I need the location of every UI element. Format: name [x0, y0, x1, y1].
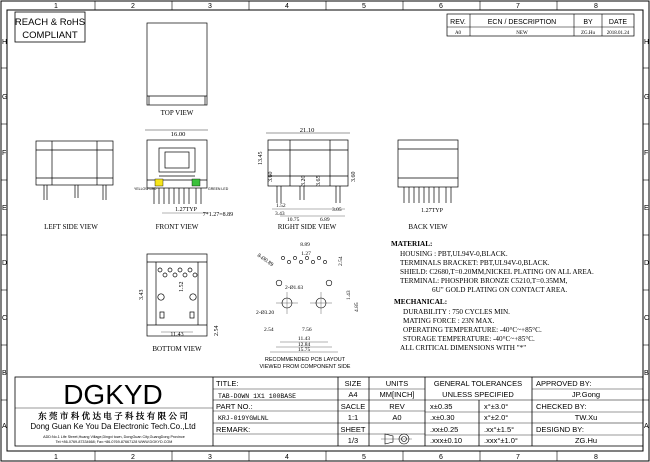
row-letter: G — [644, 94, 650, 101]
designed-value: ZG.Hu — [574, 436, 598, 445]
company-logo: DGKYD — [63, 379, 163, 410]
size-label: SIZE — [344, 379, 362, 388]
pcb-r2-dim: 4.85 — [354, 302, 360, 312]
green-led-label: GREEN LED — [208, 187, 229, 191]
scale-label: SACLE — [340, 402, 366, 411]
company-contact: Tel:+86-0769-87334668; Fax:+86-0769-87667128 WWW.DGKYD.COM — [55, 440, 173, 444]
tolerance-title2: UNLESS SPECIFIED — [442, 390, 514, 399]
col-number: 3 — [208, 3, 212, 10]
tolerance-angular: x°±2.0° — [484, 413, 509, 422]
col-number: 4 — [285, 3, 289, 10]
col-number: 5 — [362, 3, 366, 10]
yellow-led — [155, 179, 163, 186]
tolerance-linear: .x±0.30 — [430, 413, 455, 422]
checked-value: TW.Xu — [574, 413, 598, 422]
by-header: BY — [583, 19, 593, 26]
title-label: TITLE: — [216, 379, 239, 388]
tolerance-linear: x±0.35 — [430, 402, 453, 411]
pcb-b1-dim: 11.43 — [297, 336, 311, 342]
tolerance-linear: .xxx±0.10 — [430, 436, 463, 445]
rs-b4-dim: 10.75 — [287, 217, 300, 223]
col-number: 8 — [594, 454, 598, 461]
col-number: 2 — [131, 3, 135, 10]
mechanical-line: OPERATING TEMPERATURE: -40°C~+85°C. — [403, 326, 542, 334]
front-view-label: FRONT VIEW — [155, 223, 199, 231]
approved-label: APPROVED BY: — [536, 379, 592, 388]
tolerance-title1: GENERAL TOLERANCES — [433, 379, 523, 388]
ecn-value: NEW — [516, 31, 528, 36]
title-value: TAB-DOWN 1X1 100BASE — [218, 393, 297, 400]
mechanical-line: DURABILITY : 750 CYCLES MIN. — [403, 308, 510, 316]
sheet-label: SHEET — [340, 425, 366, 434]
row-letter: B — [644, 370, 649, 377]
bottom-w-dim: 11.43 — [170, 332, 184, 338]
yellow-led-label: YELLOW LED — [134, 187, 157, 191]
col-number: 6 — [439, 454, 443, 461]
top-view-label: TOP VIEW — [160, 109, 194, 117]
bottom-view — [147, 254, 207, 336]
pcb-top1-dim: 8.89 — [300, 242, 310, 248]
bottom-r-dim: 2.54 — [214, 325, 220, 336]
units-label: UNITS — [385, 379, 409, 388]
pcb-label-line2: VIEWED FROM COMPONENT SIDE — [259, 364, 351, 370]
col-number: 7 — [516, 454, 520, 461]
rs-h2-dim: 3.60 — [268, 171, 274, 182]
material-line: SHIELD: C2680,T=0.20MM,NICKEL PLATING ON ALL AREA. — [400, 268, 594, 276]
rs-h1-dim: 13.45 — [258, 151, 264, 165]
compliance-line2: COMPLIANT — [22, 30, 78, 41]
front-span-dim: 7*1.27=8.89 — [202, 212, 234, 218]
left-side-view-label: LEFT SIDE VIEW — [44, 223, 98, 231]
compliance-box — [15, 12, 85, 42]
pcb-r1-dim: 1.43 — [346, 290, 352, 300]
col-number: 2 — [131, 454, 135, 461]
compliance-line1: REACH & RoHS — [14, 17, 86, 28]
col-number: 6 — [439, 3, 443, 10]
part-value: KRJ-019YGWLNL — [218, 415, 269, 422]
pcb-b3-dim: 15.75 — [297, 347, 311, 353]
top-view — [147, 23, 207, 105]
row-letter: B — [2, 370, 7, 377]
units-value: MM[INCH] — [379, 390, 415, 399]
tolerance-angular: x°±3.0° — [484, 402, 509, 411]
mechanical-line: MATING FORCE : 23N MAX. — [403, 317, 495, 325]
bottom-l1-dim: 3.43 — [139, 289, 145, 300]
projection-symbol-icon — [381, 434, 412, 444]
row-letter: G — [2, 94, 8, 101]
rev-label: REV — [389, 402, 405, 411]
right-side-view — [266, 133, 350, 203]
sheet-value: 1/3 — [347, 436, 359, 445]
date-value: 2018.01.24 — [606, 31, 630, 36]
rs-width-dim: 21.10 — [299, 127, 315, 134]
rs-b1-dim: 1.52 — [276, 203, 286, 209]
bottom-pitch-dim: 1.52 — [179, 281, 185, 292]
rs-d2-dim: 3.65 — [316, 175, 322, 186]
scale-value: 1:1 — [347, 413, 359, 422]
rev-header: REV. — [450, 19, 466, 26]
material-line: TERMINALS BRACKET: PBT,UL94V-0,BLACK. — [400, 259, 550, 267]
row-letter: F — [644, 150, 649, 157]
col-number: 4 — [285, 454, 289, 461]
by-value: ZG.Hu — [580, 31, 596, 36]
material-title: MATERIAL: — [391, 240, 433, 248]
tolerance-angular: .xx°±1.5° — [484, 425, 515, 434]
size-value: A4 — [348, 390, 358, 399]
designed-label: DESIGND BY: — [536, 425, 584, 434]
rs-b3-dim: 3.43 — [275, 211, 285, 217]
col-number: 8 — [594, 3, 598, 10]
right-side-view-label: RIGHT SIDE VIEW — [277, 223, 337, 231]
pcb-hole2-dim: 2-Ø1.63 — [285, 285, 304, 291]
back-pitch-dim: 1.27TYP — [421, 208, 443, 214]
row-letter: E — [644, 205, 649, 212]
pcb-b2-dim: 12.84 — [297, 342, 311, 348]
left-side-view — [36, 141, 113, 200]
col-number: 1 — [54, 454, 58, 461]
bottom-view-label: BOTTOM VIEW — [152, 345, 202, 353]
company-name-en: Dong Guan Ke You Da Electronic Tech.Co.,Ltd — [30, 422, 196, 431]
part-label: PART NO.: — [216, 402, 253, 411]
rev-value: A0 — [454, 31, 462, 36]
back-view — [398, 140, 458, 203]
material-line: HOUSING : PBT,UL94V-0,BLACK. — [400, 250, 508, 258]
row-letter: F — [2, 150, 7, 157]
tolerance-linear: .xx±0.25 — [430, 425, 459, 434]
row-letter: C — [644, 315, 650, 322]
col-number: 3 — [208, 454, 212, 461]
col-number: 5 — [362, 454, 366, 461]
row-letter: A — [644, 423, 649, 430]
rev-value-tb: A0 — [392, 413, 402, 422]
material-line: 6U" GOLD PLATING ON CONTACT AREA. — [432, 286, 568, 294]
row-letter: H — [2, 39, 8, 46]
green-led — [192, 179, 200, 186]
front-view — [145, 130, 208, 204]
rs-d3-dim: 3.60 — [351, 171, 357, 182]
row-letter: H — [644, 39, 650, 46]
company-address: ADD:No.1 Life Street,Huang Village,Dingxi town, DongGuan City,GuangDong Province — [43, 435, 185, 439]
pcb-hole1-dim: 8-Ø0.89 — [255, 252, 275, 269]
mechanical-title: MECHANICAL: — [394, 298, 448, 306]
row-letter: C — [2, 315, 8, 322]
row-letter: E — [2, 205, 7, 212]
rs-b2-dim: 3.05 — [332, 207, 342, 213]
pcb-top2-dim: 1.27 — [301, 251, 311, 257]
rs-d1-dim: 3.20 — [301, 175, 307, 186]
row-letter: A — [2, 423, 7, 430]
pcb-hole3-dim: 2-Ø3.20 — [256, 310, 275, 316]
company-name-cn: 东 莞 市 科 优 达 电 子 科 技 有 限 公 司 — [38, 411, 188, 421]
remark-label: REMARK: — [216, 425, 251, 434]
approved-value: JP.Gong — [571, 390, 601, 399]
mechanical-line: ALL CRITICAL DIMENSIONS WITH "*" — [400, 344, 527, 352]
tolerance-angular: .xxx°±1.0° — [484, 436, 518, 445]
date-header: DATE — [608, 19, 628, 26]
pcb-l1-dim: 2.54 — [264, 327, 274, 333]
notes — [391, 240, 594, 352]
row-letter: D — [644, 260, 650, 267]
col-number: 1 — [54, 3, 58, 10]
ecn-header: ECN / DESCRIPTION — [487, 19, 557, 26]
front-pitch-dim: 1.27TYP — [175, 207, 197, 213]
material-line: TERMINAL: PHOSPHOR BRONZE C5210,T=0.35MM, — [400, 277, 568, 285]
pcb-top3-dim: 2.54 — [338, 256, 344, 266]
revision-table — [447, 14, 634, 36]
row-letter: D — [2, 260, 8, 267]
back-view-label: BACK VIEW — [408, 223, 448, 231]
col-number: 7 — [516, 3, 520, 10]
front-width-dim: 16.00 — [170, 131, 186, 138]
checked-label: CHECKED BY: — [536, 402, 587, 411]
rs-b5-dim: 6.89 — [320, 217, 330, 223]
pcb-label-line1: RECOMMENDED PCB LAYOUT — [264, 357, 346, 363]
mechanical-line: STORAGE TEMPERATURE: -40°C~+85°C. — [403, 335, 535, 343]
pcb-c1-dim: 7.56 — [302, 327, 312, 333]
